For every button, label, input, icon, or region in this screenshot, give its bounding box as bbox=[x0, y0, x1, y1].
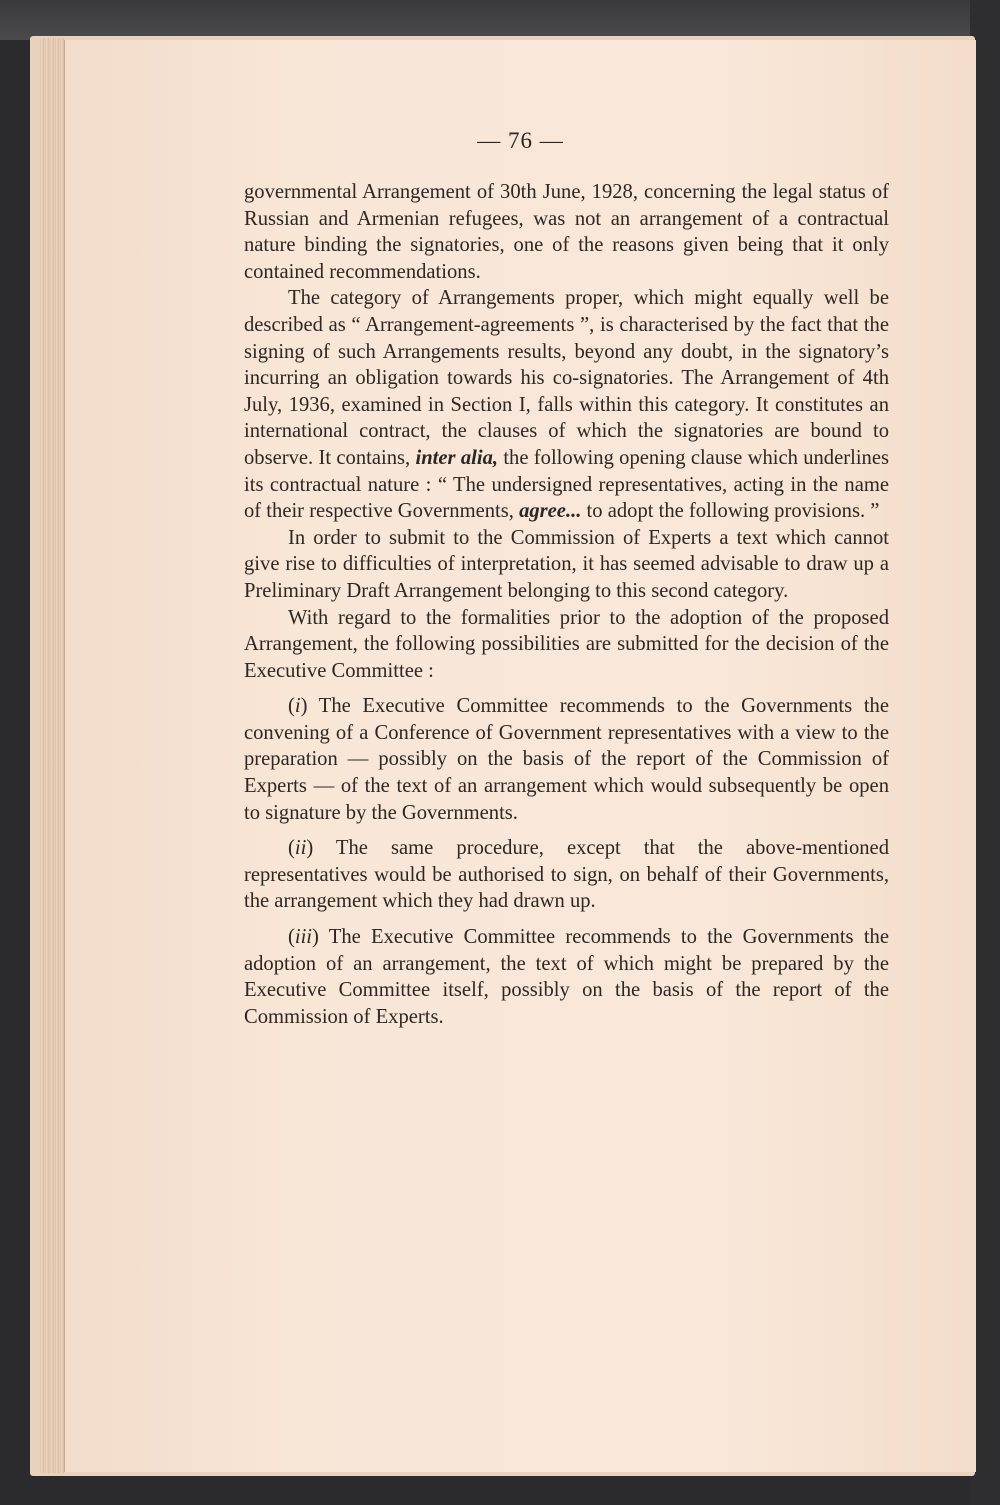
item-text: The same procedure, except that the above-mentioned representatives would be authorised to sign, on behalf of their Governments, the arrangement which they had drawn up. bbox=[244, 837, 889, 913]
paragraph-arrangements-proper bbox=[244, 285, 889, 524]
item-marker: ii bbox=[294, 837, 307, 860]
list-item bbox=[244, 835, 889, 915]
item-marker-open: ( bbox=[288, 695, 295, 718]
paragraph-formalities: With regard to the formalities prior to the adoption of the proposed Arrangement, the following possibilities are submitted for the decision of the Executive Committee : bbox=[244, 606, 889, 682]
item-text: The Executive Committee recommends to the Governments the adoption of an arrangement, the text of which might be prepared by the Executive Committee itself, possibly on the basis of the report of the Commission of Experts. bbox=[244, 926, 889, 1028]
list-item bbox=[244, 693, 889, 826]
scan-background bbox=[0, 0, 1000, 40]
body-text bbox=[244, 179, 889, 1030]
item-marker-close: ) bbox=[306, 837, 314, 860]
text-run: The category of Arrangements proper, which might equally well be described as “ Arrangement-agreements ”, is characterised by the fact that the signing of such Arrangements results, beyond any doubt, in the signatory’s incurring an obligation towards his co-signatories. The Arrangement of 4th July, 1936, examined in Section I, falls within this category. It constitutes an international contract, the clauses of which the signatories are bound to observe. It contains, bbox=[244, 287, 889, 469]
book-page bbox=[64, 40, 976, 1472]
page-number: — 76 — bbox=[477, 128, 564, 153]
item-marker: iii bbox=[294, 926, 313, 949]
paragraph-commission: In order to submit to the Commission of Experts a text which cannot give rise to difficulties of interpretation, it has seemed advisable to draw up a Preliminary Draft Arrangement belonging to this second category. bbox=[244, 526, 889, 602]
text-run: the following opening clause which underlines its contractual nature : “ The undersigned representatives, acting in the name of their respective Governments, bbox=[244, 446, 889, 523]
page-edges bbox=[40, 38, 64, 1473]
item-marker-open: ( bbox=[288, 926, 295, 949]
emphasis-inter-alia: inter alia, bbox=[415, 446, 499, 469]
emphasis-agree: agree... bbox=[519, 500, 582, 523]
paragraph-continued: governmental Arrangement of 30th June, 1928, concerning the legal status of Russian and Armenian refugees, was not an arrangement of a contractual nature binding the signatories, one of the reasons given being that it only contained recommendations. bbox=[244, 181, 889, 283]
item-marker-close: ) bbox=[312, 926, 319, 949]
item-marker: i bbox=[294, 695, 301, 718]
item-marker-close: ) bbox=[300, 695, 308, 718]
text-run: to adopt the following provisions. ” bbox=[581, 500, 880, 523]
item-marker-open: ( bbox=[288, 837, 295, 860]
item-text: The Executive Committee recommends to the Governments the convening of a Conference of Government representatives with a view to the preparation — possibly on the basis of the report of the Commission of Experts — of the text of an arrangement which would subsequently be open to signature by the Governments. bbox=[244, 695, 889, 824]
list-item bbox=[244, 924, 889, 1030]
